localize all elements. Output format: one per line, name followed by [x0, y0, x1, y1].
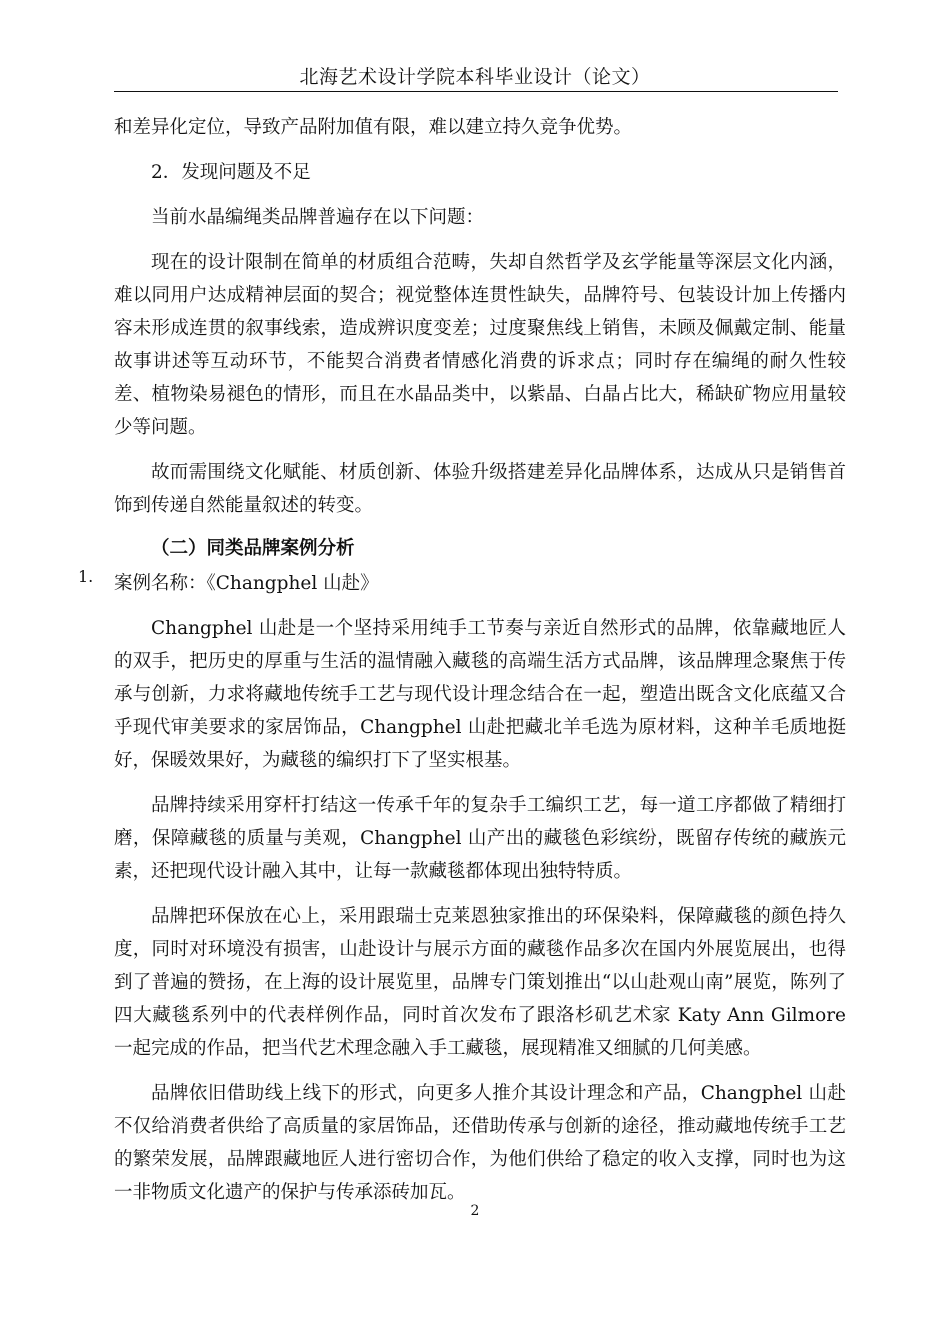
page-header-title: 北海艺术设计学院本科毕业设计（论文） [299, 66, 651, 88]
body-content [78, 111, 846, 1209]
paragraph-continuation: 和差异化定位，导致产品附加值有限，难以建立持久竞争优势。 [114, 117, 633, 138]
case-title: 案例名称：《Changphel 山赴》 [114, 573, 379, 594]
header-divider [114, 91, 838, 92]
case-number: 1. [78, 567, 94, 586]
paragraph-intro: 当前水晶编绳类品牌普遍存在以下问题： [151, 207, 485, 228]
case-paragraph: Changphel 山赴是一个坚持采用纯手工节奏与亲近自然形式的品牌，依靠藏地匠人的双手，把历史的厚重与生活的温情融入藏毯的高端生活方式品牌，该品牌理念聚焦于传承与创新，力求将藏地传统手工艺与现代设计理念结合在一起，塑造出既含文化底蕴又合乎现代审美要求的家居饰品，Changphel 山赴把藏北羊毛选为原材料，这种羊毛质地挺好，保暖效果好，为藏毯的编织打下了坚实根基。 [114, 618, 846, 771]
case-list-item [78, 567, 846, 600]
case-paragraph: 品牌依旧借助线上线下的形式，向更多人推介其设计理念和产品，Changphel 山赴不仅给消费者供给了高质量的家居饰品，还借助传承与创新的途径，推动藏地传统手工艺的繁荣发展，品牌跟藏地匠人进行密切合作，为他们供给了稳定的收入支撑，同时也为这一非物质文化遗产的保护与传承添砖加瓦。 [114, 1083, 846, 1203]
case-paragraph: 品牌持续采用穿杆打结这一传承千年的复杂手工编织工艺，每一道工序都做了精细打磨，保障藏毯的质量与美观，Changphel 山产出的藏毯色彩缤纷，既留存传统的藏族元素，还把现代设计融入其中，让每一款藏毯都体现出独特特质。 [114, 795, 846, 882]
subsection-heading: 2．发现问题及不足 [151, 162, 311, 183]
section-heading: （二）同类品牌案例分析 [151, 538, 355, 559]
page-number: 2 [470, 1203, 480, 1219]
paragraph-conclusion: 故而需围绕文化赋能、材质创新、体验升级搭建差异化品牌体系，达成从只是销售首饰到传递自然能量叙述的转变。 [114, 462, 846, 516]
case-paragraph: 品牌把环保放在心上，采用跟瑞士克莱恩独家推出的环保染料，保障藏毯的颜色持久度，同时对环境没有损害，山赴设计与展示方面的藏毯作品多次在国内外展览展出，也得到了普遍的赞扬，在上海的设计展览里，品牌专门策划推出“以山赴观山南”展览，陈列了四大藏毯系列中的代表样例作品，同时首次发布了跟洛杉矶艺术家 Katy Ann Gilmore 一起完成的作品，把当代艺术理念融入手工藏毯，展现精准又细腻的几何美感。 [114, 906, 846, 1059]
paragraph-problems: 现在的设计限制在简单的材质组合范畴，失却自然哲学及玄学能量等深层文化内涵，难以同用户达成精神层面的契合；视觉整体连贯性缺失，品牌符号、包装设计加上传播内容未形成连贯的叙事线索，造成辨识度变差；过度聚焦线上销售，未顾及佩戴定制、能量故事讲述等互动环节，不能契合消费者情感化消费的诉求点；同时存在编绳的耐久性较差、植物染易褪色的情形，而且在水晶品类中，以紫晶、白晶占比大，稀缺矿物应用量较少等问题。 [114, 252, 846, 438]
